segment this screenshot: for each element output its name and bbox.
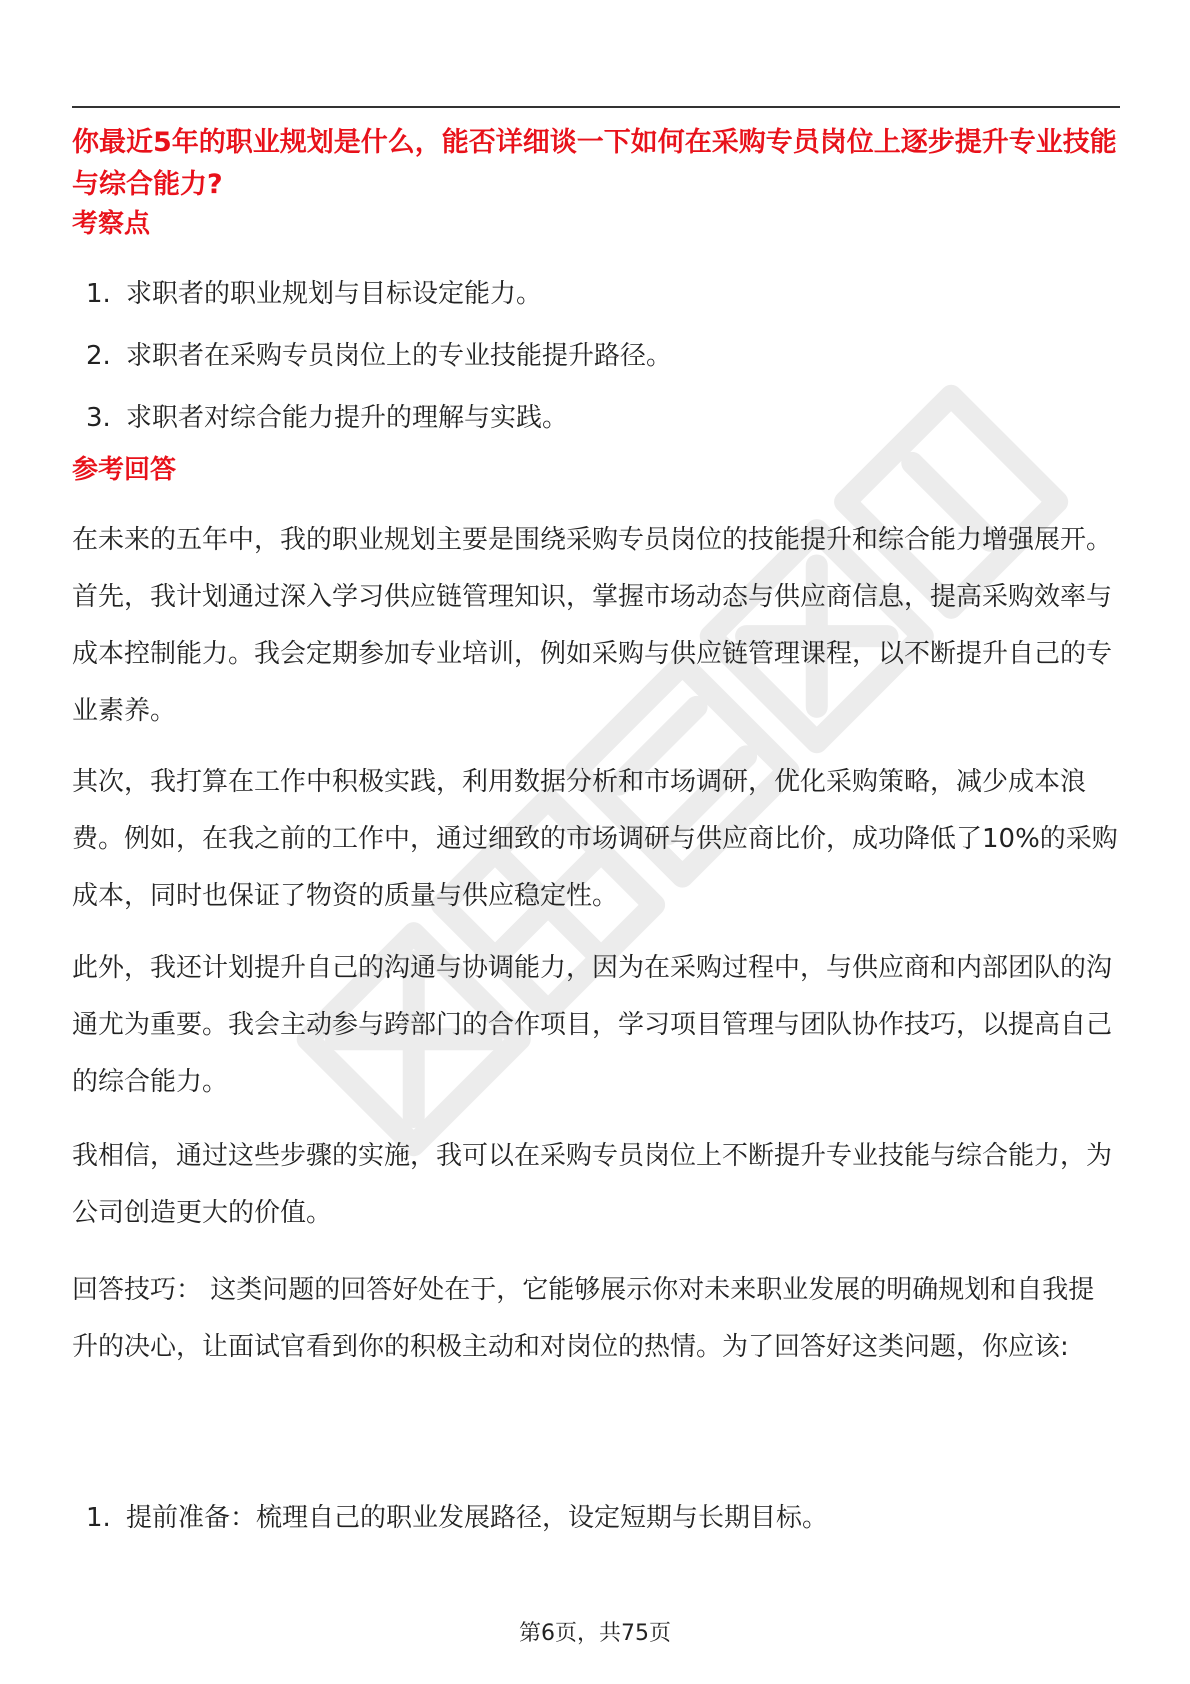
- answer-paragraph: 在未来的五年中，我的职业规划主要是围绕采购专员岗位的技能提升和综合能力增强展开。首先，我计划通过深入学习供应链管理知识，掌握市场动态与供应商信息，提高采购效率与成本控制能力。我会定期参加专业培训，例如采购与供应链管理课程，以不断提升自己的专业素养。: [72, 525, 1113, 726]
- tips-list: [72, 1500, 1120, 1562]
- list-item-text: 提前准备：梳理自己的职业发展路径，设定短期与长期目标。: [126, 1503, 829, 1533]
- top-divider: [72, 106, 1120, 108]
- list-item-text: 求职者在采购专员岗位上的专业技能提升路径。: [126, 341, 673, 371]
- question-title: 你最近5年的职业规划是什么，能否详细谈一下如何在采购专员岗位上逐步提升专业技能与综合能力?: [72, 127, 1117, 200]
- answer-tips-paragraph: 回答技巧： 这类问题的回答好处在于，它能够展示你对未来职业发展的明确规划和自我提升的决心，让面试官看到你的积极主动和对岗位的热情。为了回答好这类问题，你应该:: [72, 1275, 1095, 1362]
- answer-paragraph: 我相信，通过这些步骤的实施，我可以在采购专员岗位上不断提升专业技能与综合能力，为公司创造更大的价值。: [72, 1141, 1113, 1228]
- list-item-number: 1.: [86, 1503, 111, 1533]
- section-heading-answer: 参考回答: [72, 455, 177, 485]
- list-item-number: 1.: [86, 279, 111, 309]
- list-item: [72, 338, 1120, 400]
- list-item-text: 求职者的职业规划与目标设定能力。: [126, 279, 543, 309]
- list-item: [72, 1500, 1120, 1562]
- page-footer: 第6页，共75页: [519, 1621, 671, 1646]
- list-item-number: 2.: [86, 341, 111, 371]
- list-item-text: 求职者对综合能力提升的理解与实践。: [126, 403, 569, 433]
- list-item: [72, 276, 1120, 338]
- section-heading-focus: 考察点: [72, 209, 151, 239]
- answer-paragraph: 此外，我还计划提升自己的沟通与协调能力，因为在采购过程中，与供应商和内部团队的沟通尤为重要。我会主动参与跨部门的合作项目，学习项目管理与团队协作技巧，以提高自己的综合能力。: [72, 953, 1113, 1097]
- answer-paragraph: 其次，我打算在工作中积极实践，利用数据分析和市场调研，优化采购策略，减少成本浪费。例如，在我之前的工作中，通过细致的市场调研与供应商比价，成功降低了10%的采购成本，同时也保证了物资的质量与供应稳定性。: [72, 767, 1118, 911]
- focus-points-list: [72, 276, 1120, 462]
- list-item: [72, 400, 1120, 462]
- list-item-number: 3.: [86, 403, 111, 433]
